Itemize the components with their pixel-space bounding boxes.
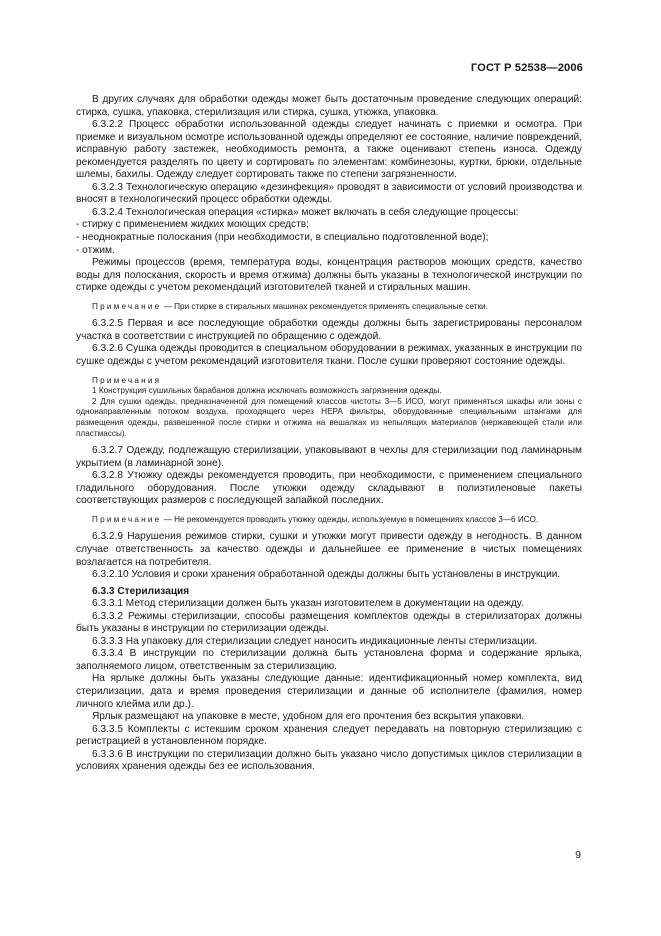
paragraph: На ярлыке должны быть указаны следующие данные: идентификационный номер комплекта, вид стерилизации, дата и время проведения стерилизации и данные об исполнителе (фамилия, номер личного клейма или др.).	[76, 673, 582, 710]
page-number: 9	[575, 849, 581, 861]
paragraph: 6.3.3.2 Режимы стерилизации, способы размещения комплектов одежды в стерилизаторах должны быть указаны в инструкции по стерилизации одежды.	[76, 610, 582, 635]
paragraph: 6.3.2.3 Технологическую операцию «дезинфекция» проводят в зависимости от условий производства и вносят в технологический процесс обработки одежды.	[76, 181, 582, 206]
document-header: ГОСТ Р 52538—2006	[470, 62, 583, 74]
note	[76, 302, 582, 313]
paragraph: 6.3.2.6 Сушка одежды проводится в специальном оборудовании в режимах, указанных в инструкции по сушке одежды с учетом рекомендаций изготовителя ткани. После сушки проверяют состояние одежды.	[76, 343, 582, 367]
note-item: 1 Конструкция сушильных барабанов должна исключать возможность загрязнения одежды.	[92, 386, 442, 396]
document-body	[76, 94, 582, 774]
note	[76, 515, 582, 526]
paragraph: 6.3.3.6 В инструкции по стерилизации должно быть указано число допустимых циклов стерилизации в условиях хранения одежды без ее использования.	[76, 748, 582, 773]
paragraph: 6.3.2.8 Утюжку одежды рекомендуется проводить, при необходимости, с применением специального гладильного оборудования. После утюжки одежду складывают в полиэтиленовые пакеты соответствующих размеров с последующей запайкой последних.	[76, 470, 582, 507]
paragraph: 6.3.3.3 На упаковку для стерилизации следует наносить индикационные ленты стерилизации.	[92, 635, 538, 647]
note-text: — При стирке в стиральных машинах рекомендуется применять специальные сетки.	[163, 301, 488, 311]
note-item: 2 Для сушки одежды, предназначенной для помещений классов чистоты 3—5 ИСО, могут применяться шкафы или зоны с однонаправленным потоком воздуха, проходящего через HEPA фильтры, оборудованные специальными штангами для размещения одежды, развешенной после стирки и отжима на вешалках из непылящих материалов (нержавеющей стали или пластмассы).	[76, 396, 582, 438]
paragraph: 6.3.2.10 Условия и сроки хранения обработанной одежды должны быть установлены в инструкции.	[92, 569, 561, 581]
note-label: Примечание	[92, 301, 162, 311]
paragraph: 6.3.2.5 Первая и все последующие обработки одежды должны быть зарегистрированы персоналом участка в соответствии с инструкцией по обращению с одеждой.	[76, 318, 582, 342]
paragraph: 6.3.3.1 Метод стерилизации должен быть указан изготовителем в документации на одежду.	[92, 598, 524, 610]
paragraph: 6.3.2.4 Технологическая операция «стирка» может включать в себя следующие процессы:	[92, 206, 519, 218]
paragraph: 6.3.3.5 Комплекты с истекшим сроком хранения следует передавать на повторную стерилизацию с регистрацией в установленном порядке.	[76, 723, 582, 748]
list-item: - неоднократные полоскания (при необходимости, в специально подготовленной воде);	[76, 232, 489, 244]
paragraph: Режимы процессов (время, температура воды, концентрация растворов моющих средств, качество воды для полоскания, скорость и время отжима) должны быть указаны в технологической инструкции по стирке одежды с учетом рекомендаций изготовителей тканей и стиральных машин.	[76, 257, 582, 294]
paragraph: 6.3.3.4 В инструкции по стерилизации должна быть установлена форма и содержание ярлыка, заполняемого лицом, ответственным за стерилизацию.	[76, 648, 582, 672]
notes-heading: Примечания	[92, 375, 162, 385]
section-heading: 6.3.3 Стерилизация	[92, 585, 190, 597]
paragraph: В других случаях для обработки одежды может быть достаточным проведение следующих операций: стирка, сушка, упаковка, стерилизация или стирка, сушка, утюжка, упаковка.	[76, 94, 582, 118]
paragraph: Ярлык размещают на упаковке в месте, удобном для его прочтения без вскрытия упаковки.	[92, 711, 525, 723]
list-item: - отжим.	[76, 244, 115, 256]
paragraph: 6.3.2.9 Нарушения режимов стирки, сушки и утюжки могут привести одежду в негодность. В данном случае ответственность за качество одежды и дальнейшее ее применение в чистых помещениях возлагается на потребителя.	[76, 531, 582, 568]
list-item: - стирку с применением жидких моющих средств;	[76, 219, 309, 231]
note-text: — Не рекомендуется проводить утюжку одежды, используемую в помещениях классов 3—6 ИСО.	[163, 514, 539, 524]
paragraph: 6.3.2.7 Одежду, подлежащую стерилизации, упаковывают в чехлы для стерилизации под ламинарным укрытием (в ламинарной зоне).	[76, 445, 582, 469]
paragraph: 6.3.2.2 Процесс обработки использованной одежды следует начинать с приемки и осмотра. При приемке и визуальном осмотре использованной одежды определяют ее состояние, наличие повреждений, исправную работу застежек, необходимость ремонта, а также оценивают степень износа. Одежду рекомендуется разделять по цвету и сортировать по элементам: комбинезоны, куртки, брюки, отдельные шлемы, бахилы. Одежду следует сортировать также по степени загрязненности.	[76, 119, 582, 181]
note-label: Примечание	[92, 514, 162, 524]
